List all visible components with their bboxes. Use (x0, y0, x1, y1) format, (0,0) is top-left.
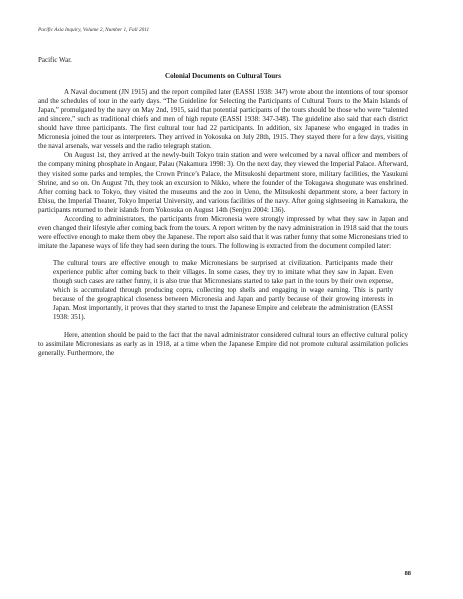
body-paragraph: Here, attention should be paid to the fact that the naval administrator considered cultural tours an effective cultural policy to assimilate Micronesians as early as in 1918, at a time when the Japanese Empire did not promote cultural assimilation policies generally. Furthermore, the (38, 331, 408, 358)
body-paragraph: A Naval document (JN 1915) and the report compiled later (EASSI 1938: 347) wrote about the intentions of tour sponsor and the schedules of tour in the early days. “The Guideline for Selecting the Participants of Cultural Tours to the Main Islands of Japan,” promulgated by the navy on May 2nd, 1915, said that potential participants of the tours should be those who were “talented and sincere,” such as traditional chiefs and men of high repute (EASSI 1938: 347-348). The guideline also said that each district should have three participants. The first cultural tour had 22 participants. In addition, six Japanese who engaged in trades in Micronesia joined the tour as interpreters. They arrived in Yokosuka on July 28th, 1915. They stayed there for a few days, visiting the naval arsenals, war vessels and the radio telegraph station. (38, 88, 408, 151)
article-body (38, 56, 408, 358)
running-header: Pacific Asia Inquiry, Volume 2, Number 1, Fall 2011 (38, 27, 150, 33)
body-paragraph: According to administrators, the participants from Micronesia were strongly impressed by what they saw in Japan and even changed their lifestyle after coming back from the tours. A report written by the navy administration in 1918 said that the tours were effective enough to make them obey the Japanese. The report also said that it was rather funny that some Micronesians tried to imitate the Japanese ways of life they had seen during the tours. The following is extracted from the document compiled later: (38, 214, 408, 250)
section-heading: Colonial Documents on Cultural Tours (165, 72, 281, 81)
body-paragraph: On August 1st, they arrived at the newly-built Tokyo train station and were welcomed by a naval officer and members of the company mining phosphate in Angaur, Palau (Nakamura 1998: 3). On the next day, they viewed the Imperial Palace. Afterward, they visited some parks and temples, the Crown Prince’s Palace, the Mitsukoshi department store, military facilities, the Yasukuni Shrine, and so on. On August 7th, they took an excursion to Nikko, where the founder of the Tokugawa shogunate was enshrined. After coming back to Tokyo, they visited the museums and the zoo in Ueno, the Mitsukoshi department store, a beer factory in Ebisu, the Imperial Theater, Tokyo Imperial University, and various facilities of the navy. After going sightseeing in Kamakura, the participants returned to their islands from Yokosuka on August 14th (Senjyu 2004: 136). (38, 151, 408, 214)
lead-line: Pacific War. (38, 56, 72, 64)
block-quotation: The cultural tours are effective enough to make Micronesians be surprised at civilization. Participants made their experience public after coming back to their villages. In some cases, they try to imitate what they saw in Japan. Even though such cases are rather funny, it is also true that Micronesians started to take part in the tours by their own expense, which is accumulated through producing copra, collecting top shells and engaging in wage earning. This is partly because of the geographical closeness between Micronesia and Japan and partly because of their growing interests in Japan. Most importantly, it proves that they started to trust the Japanese Empire and celebrate the administration (EASSI 1938: 351). (53, 258, 393, 322)
page-number: 88 (404, 570, 411, 577)
